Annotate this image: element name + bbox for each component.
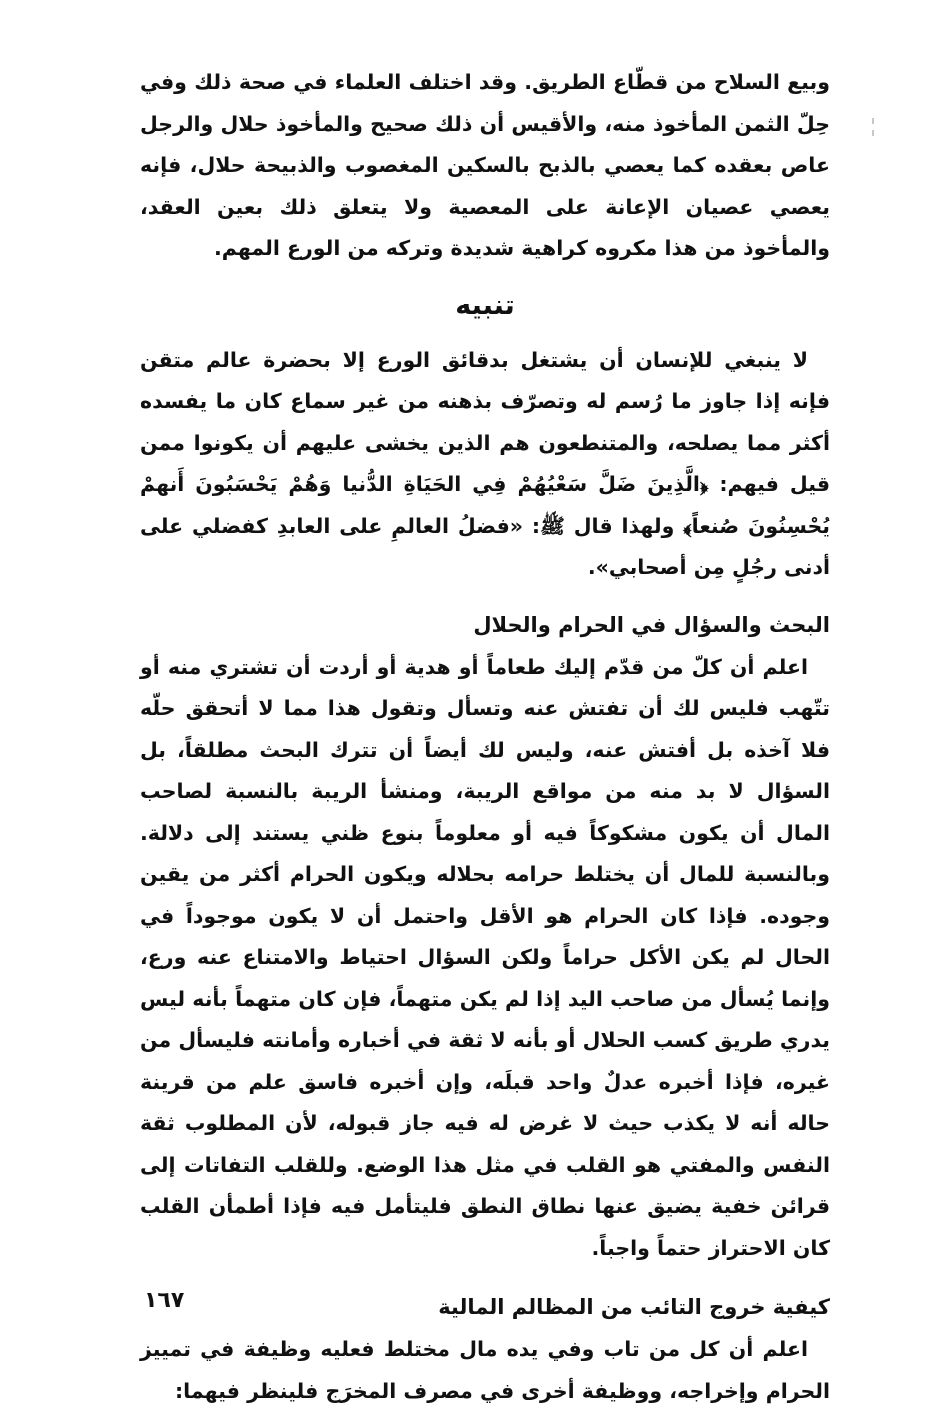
page-number: ١٦٧ <box>144 1288 185 1313</box>
bahth-paragraph: اعلم أن كلّ من قدّم إليك طعاماً أو هدية أو أردت أن تشتري منه أو تتّهب فليس لك أن تفتش عنه وتسأل وتقول هذا مما لا أتحقق حلّه فلا آخذه بل أفتش عنه، وليس لك أيضاً أن تترك البحث مطلقاً، بل السؤال لا بد منه من مواقع الريبة، ومنشأ الريبة بالنسبة لصاحب المال أن يكون مشكوكاً فيه أو معلوماً بنوع ظني يستند إلى دلالة. وبالنسبة للمال أن يختلط حرامه بحلاله ويكون الحرام أكثر من يقين وجوده. فإذا كان الحرام هو الأقل واحتمل أن لا يكون موجوداً في الحال لم يكن الأكل حراماً ولكن السؤال احتياط والامتناع عنه ورع، وإنما يُسأل من صاحب اليد إذا لم يكن متهماً، فإن كان متهماً بأنه ليس يدري طريق كسب الحلال أو بأنه لا ثقة في أخباره وأمانته فليسأل من غيره، فإذا أخبره عدلٌ واحد قبلَه، وإن أخبره فاسق علم من قرينة حاله أنه لا يكذب حيث لا غرض له فيه جاز قبوله، لأن المطلوب ثقة النفس والمفتي هو القلب في مثل هذا الوضع. وللقلب التفاتات إلى قرائن خفية يضيق عنها نطاق النطق فليتأمل فيه فإذا أطمأن القلب كان الاحتراز حتماً واجباً. <box>140 654 830 1260</box>
heading-bahth: البحث والسؤال في الحرام والحلال <box>473 612 830 637</box>
book-page <box>140 62 830 1412</box>
tanbih-paragraph: لا ينبغي للإنسان أن يشتغل بدقائق الورع إلا بحضرة عالم متقن فإنه إذا جاوز ما رُسم له وتصرّف بذهنه من غير سماع كان ما يفسده أكثر مما يصلحه، والمتنطعون هم الذين يخشى عليهم أن يكونوا ممن قيل فيهم: ﴿الَّذِينَ ضَلَّ سَعْيُهُمْ فِي الحَيَاةِ الدُّنيا وَهُمْ يَحْسَبُونَ أَنهمْ يُحْسِنُونَ صُنعاً﴾ ولهذا قال ﷺ: «فضلُ العالمِ على العابدِ كفضلي على أدنى رجُلٍ مِن أصحابي». <box>140 347 830 579</box>
top-paragraph: وبيع السلاح من قطّاع الطريق. وقد اختلف العلماء في صحة ذلك وفي حِلّ الثمن المأخوذ منه، والأقيس أن ذلك صحيح والمأخوذ حلال والرجل عاص بعقده كما يعصي بالذبح بالسكين المغصوب والذبيحة حلال، فإنه يعصي عصيان الإعانة على المعصية ولا يتعلق ذلك بعين العقد، والمأخوذ من هذا مكروه كراهية شديدة وتركه من الورع المهم. <box>140 70 830 260</box>
margin-speck <box>872 118 874 124</box>
margin-speck <box>872 130 874 136</box>
heading-kayfiyya: كيفية خروج التائب من المظالم المالية <box>438 1295 830 1319</box>
kayfiyya-paragraph: اعلم أن كل من تاب وفي يده مال مختلط فعليه وظيفة في تمييز الحرام وإخراجه، ووظيفة أخرى في مصرف المخرَج فلينظر فيهما: <box>140 1337 830 1403</box>
heading-tanbih: تنبيه <box>455 289 515 321</box>
